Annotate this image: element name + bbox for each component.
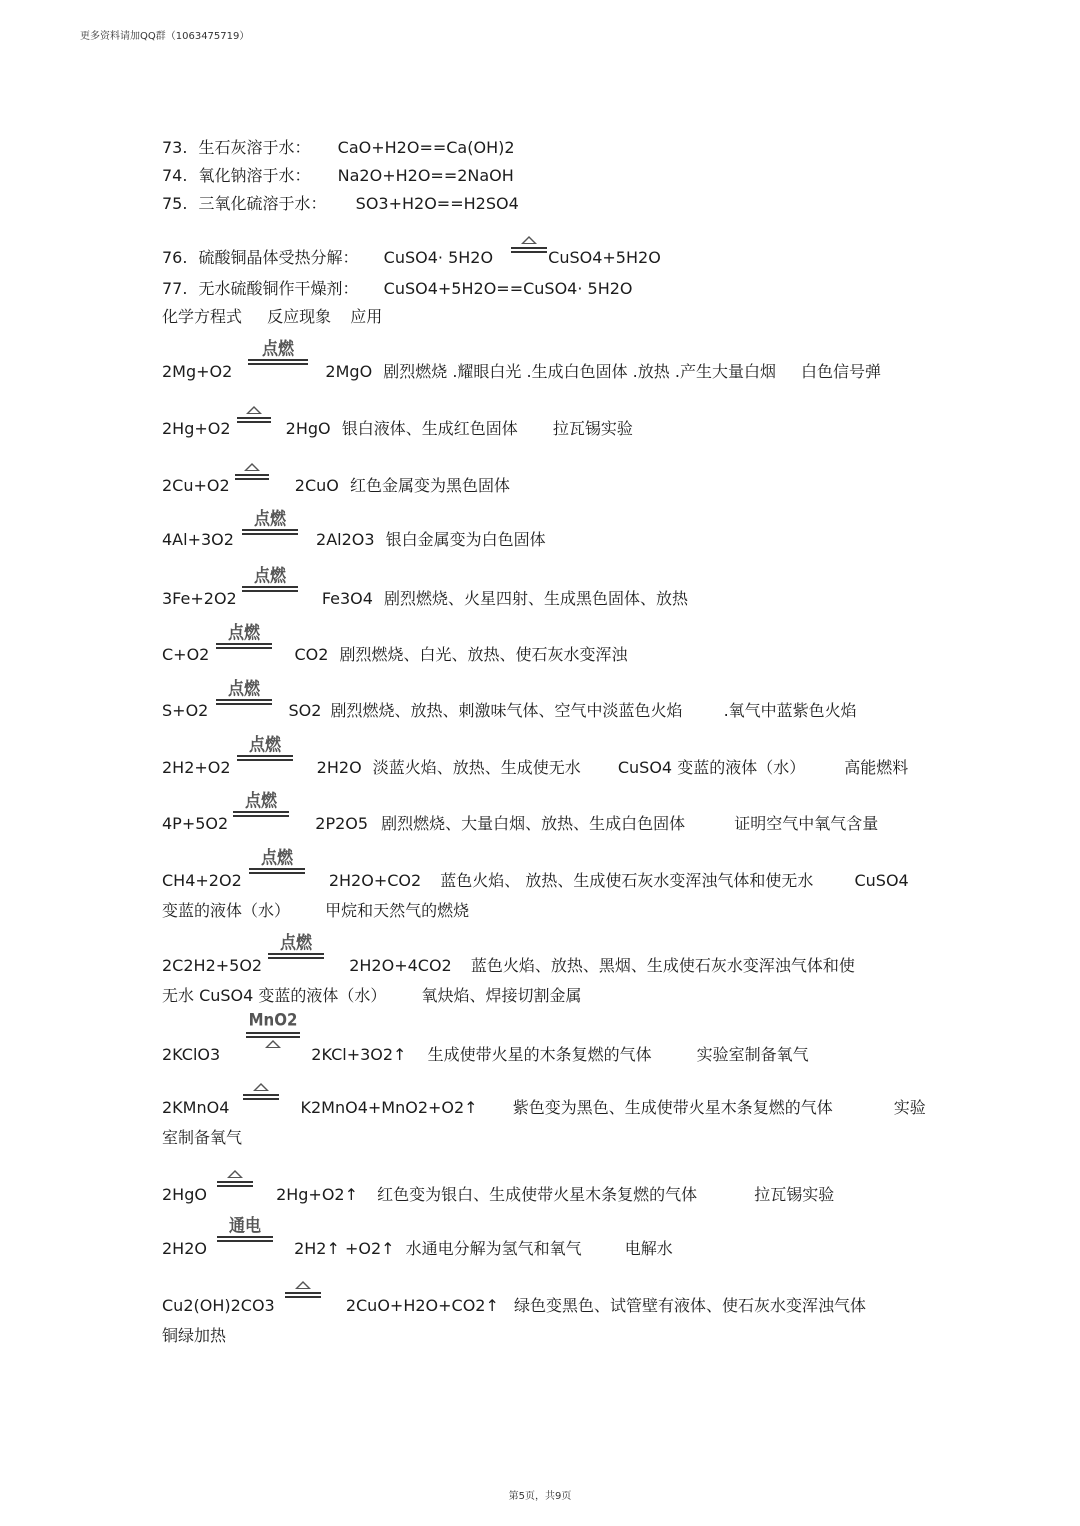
- page-footer: 第5页，共9页: [508, 1491, 572, 1502]
- reaction-rhs: SO2: [288, 701, 322, 720]
- reaction-row: [162, 530, 546, 550]
- reaction-use: 氧炔焰、焊接切割金属: [421, 986, 582, 1005]
- heat-triangle-icon: [227, 1170, 243, 1178]
- reaction-rhs: 2P2O5: [315, 814, 369, 833]
- item-75: [162, 194, 519, 214]
- reaction-lhs: 2Hg+O2: [162, 419, 231, 438]
- reaction-use-cont: 室制备氧气: [162, 1128, 243, 1147]
- ignite-condition: [216, 680, 272, 705]
- reaction-phenomenon: 剧烈燃烧、火星四射、生成黑色固体、放热: [384, 589, 689, 608]
- reaction-rhs: 2HgO: [285, 419, 331, 438]
- ignite-condition: [242, 567, 298, 592]
- item-reactant: CuSO4· 5H2O: [383, 248, 494, 267]
- condition-label: 点燃: [248, 734, 281, 755]
- reaction-phenomenon: 绿色变黑色、试管壁有液体、使石灰水变浑浊气体: [513, 1296, 866, 1315]
- item-desc: 三氧化硫溶于水：: [198, 194, 327, 213]
- item-number: 75.: [162, 194, 188, 213]
- item-73: [162, 138, 515, 158]
- reaction-lhs: 2C2H2+5O2: [162, 956, 263, 975]
- reaction-rhs: 2H2O+CO2: [328, 871, 422, 890]
- heat-condition: [235, 463, 269, 480]
- heat-triangle-icon: [265, 1040, 281, 1048]
- header-use: 应用: [350, 307, 383, 326]
- reaction-use: 甲烷和天然气的燃烧: [325, 901, 470, 920]
- reaction-row-cont: [162, 901, 469, 921]
- reaction-use: 证明空气中氧气含量: [734, 814, 879, 833]
- item-number: 76.: [162, 248, 188, 267]
- item-number: 77.: [162, 279, 188, 298]
- condition-label: 点燃: [253, 508, 286, 529]
- heat-triangle-icon: [521, 236, 537, 244]
- reaction-phenomenon-extra: CuSO4 变蓝的液体（水）: [617, 758, 806, 777]
- item-desc: 氧化钠溶于水：: [198, 166, 311, 185]
- heat-condition: [237, 406, 271, 423]
- reaction-lhs: Cu2(OH)2CO3: [162, 1296, 275, 1315]
- reaction-row: [162, 1185, 834, 1205]
- reaction-row-cont: [162, 986, 582, 1006]
- reaction-rhs: Fe3O4: [321, 589, 373, 608]
- reaction-rhs: K2MnO4+MnO2+O2↑: [300, 1098, 478, 1117]
- reaction-use: 高能燃料: [844, 758, 909, 777]
- reaction-phenomenon: 剧烈燃烧、放热、刺激味气体、空气中淡蓝色火焰: [330, 701, 683, 720]
- reaction-row: [162, 814, 878, 834]
- reaction-phenomenon: 银白液体、生成红色固体: [341, 419, 518, 438]
- reaction-row-cont: [162, 1326, 226, 1346]
- reaction-use: 电解水: [624, 1239, 673, 1258]
- reaction-row: [162, 419, 633, 439]
- item-equation: SO3+H2O==H2SO4: [355, 194, 519, 213]
- reaction-phenomenon: 蓝色火焰、放热、黑烟、生成使石灰水变浑浊气体和使: [470, 956, 855, 975]
- item-76: [162, 248, 661, 268]
- reaction-rhs: CO2: [294, 645, 329, 664]
- ignite-condition: [268, 934, 324, 959]
- reaction-phenomenon: 剧烈燃烧、白光、放热、使石灰水变浑浊: [339, 645, 628, 664]
- condition-label: 点燃: [261, 338, 294, 359]
- reaction-phenomenon-cont: 变蓝的液体（水）: [162, 901, 291, 920]
- item-equation: CaO+H2O==Ca(OH)2: [337, 138, 515, 157]
- ignite-condition: [248, 340, 308, 365]
- reaction-row: [162, 589, 688, 609]
- item-desc: 无水硫酸铜作干燥剂：: [198, 279, 359, 298]
- reaction-row: [162, 1098, 926, 1118]
- reaction-phenomenon: 剧烈燃烧 .耀眼白光 .生成白色固体 .放热 .产生大量白烟: [383, 362, 776, 381]
- header-note: 更多资料请加QQ群（1063475719）: [80, 31, 250, 42]
- catalyst-condition: [246, 1012, 300, 1048]
- reaction-row: [162, 362, 881, 382]
- reaction-lhs: 2Cu+O2: [162, 476, 230, 495]
- reaction-lhs: 2KClO3: [162, 1045, 221, 1064]
- reaction-row-cont: [162, 1128, 242, 1148]
- reaction-row: [162, 476, 510, 496]
- reaction-use: CuSO4: [854, 871, 909, 890]
- reaction-use: 拉瓦锡实验: [552, 419, 633, 438]
- heat-condition: [285, 1281, 321, 1298]
- reaction-phenomenon: 淡蓝火焰、放热、生成使无水: [372, 758, 581, 777]
- reaction-row: [162, 758, 908, 778]
- item-desc: 硫酸铜晶体受热分解：: [198, 248, 359, 267]
- reaction-phenomenon-cont: 铜绿加热: [162, 1326, 227, 1345]
- reaction-lhs: 2HgO: [162, 1185, 207, 1204]
- reaction-lhs: 4P+5O2: [162, 814, 229, 833]
- reaction-lhs: 2KMnO4: [162, 1098, 230, 1117]
- header-phenomenon: 反应现象: [267, 307, 332, 326]
- reaction-lhs: 3Fe+2O2: [162, 589, 237, 608]
- reaction-lhs: S+O2: [162, 701, 209, 720]
- table-header: [162, 307, 382, 327]
- reaction-phenomenon: 生成使带火星的木条复燃的气体: [427, 1045, 652, 1064]
- heat-triangle-icon: [244, 463, 260, 471]
- reaction-phenomenon: 银白金属变为白色固体: [385, 530, 546, 549]
- item-equation: CuSO4+5H2O==CuSO4· 5H2O: [383, 279, 633, 298]
- item-77: [162, 279, 633, 299]
- reaction-phenomenon: 紫色变为黑色、生成使带火星木条复燃的气体: [512, 1098, 833, 1117]
- reaction-row: [162, 1045, 809, 1065]
- reaction-row: [162, 871, 909, 891]
- item-desc: 生石灰溶于水：: [198, 138, 311, 157]
- ignite-condition: [233, 792, 289, 817]
- reaction-phenomenon: 红色变为银白、生成使带火星木条复燃的气体: [377, 1185, 698, 1204]
- reaction-lhs: CH4+2O2: [162, 871, 242, 890]
- reaction-rhs: 2KCl+3O2↑: [311, 1045, 407, 1064]
- reaction-use: 实验: [893, 1098, 926, 1117]
- reaction-row: [162, 1239, 673, 1259]
- reaction-rhs: 2Hg+O2↑: [276, 1185, 359, 1204]
- ignite-condition: [216, 624, 272, 649]
- reaction-phenomenon: 水通电分解为氢气和氧气: [405, 1239, 582, 1258]
- condition-label: 点燃: [253, 565, 286, 586]
- reaction-rhs: 2CuO+H2O+CO2↑: [345, 1296, 499, 1315]
- reaction-use: 实验室制备氧气: [696, 1045, 809, 1064]
- item-74: [162, 166, 514, 186]
- ignite-condition: [242, 510, 298, 535]
- heat-condition: [243, 1083, 279, 1100]
- reaction-phenomenon: 红色金属变为黑色固体: [349, 476, 510, 495]
- condition-label: 点燃: [260, 847, 293, 868]
- reaction-rhs: 2H2O+4CO2: [349, 956, 452, 975]
- reaction-rhs: 2H2↑ +O2↑: [294, 1239, 395, 1258]
- reaction-row: [162, 956, 855, 976]
- heat-condition: [217, 1170, 253, 1187]
- header-equation: 化学方程式: [162, 307, 243, 326]
- item-equation: Na2O+H2O==2NaOH: [337, 166, 514, 185]
- reaction-rhs: 2CuO: [294, 476, 339, 495]
- catalyst-label: MnO2: [248, 1010, 298, 1030]
- reaction-row: [162, 1296, 866, 1316]
- reaction-lhs: 2Mg+O2: [162, 362, 233, 381]
- ignite-condition: [237, 736, 293, 761]
- condition-label: 点燃: [227, 622, 260, 643]
- reaction-phenomenon: 蓝色火焰、 放热、生成使石灰水变浑浊气体和使无水: [440, 871, 814, 890]
- heat-condition: [511, 236, 547, 253]
- condition-label: 点燃: [279, 932, 312, 953]
- condition-label: 点燃: [244, 790, 277, 811]
- reaction-use: .氧气中蓝紫色火焰: [723, 701, 857, 720]
- heat-triangle-icon: [253, 1083, 269, 1091]
- reaction-lhs: 2H2O: [162, 1239, 207, 1258]
- reaction-rhs: 2H2O: [316, 758, 362, 777]
- reaction-lhs: C+O2: [162, 645, 210, 664]
- item-number: 74.: [162, 166, 188, 185]
- reaction-use: 拉瓦锡实验: [754, 1185, 835, 1204]
- reaction-phenomenon-cont: 无水 CuSO4 变蓝的液体（水）: [162, 986, 387, 1005]
- reaction-rhs: 2MgO: [325, 362, 373, 381]
- ignite-condition: [249, 849, 305, 874]
- reaction-phenomenon: 剧烈燃烧、大量白烟、放热、生成白色固体: [381, 814, 686, 833]
- condition-label: 通电: [228, 1215, 261, 1236]
- reaction-use: 白色信号弹: [801, 362, 882, 381]
- reaction-lhs: 2H2+O2: [162, 758, 231, 777]
- condition-label: 点燃: [227, 678, 260, 699]
- reaction-rhs: 2Al2O3: [316, 530, 375, 549]
- heat-triangle-icon: [295, 1281, 311, 1289]
- item-number: 73.: [162, 138, 188, 157]
- item-product: CuSO4+5H2O: [548, 248, 661, 267]
- heat-triangle-icon: [246, 406, 262, 414]
- electrolysis-condition: [217, 1217, 273, 1242]
- reaction-lhs: 4Al+3O2: [162, 530, 234, 549]
